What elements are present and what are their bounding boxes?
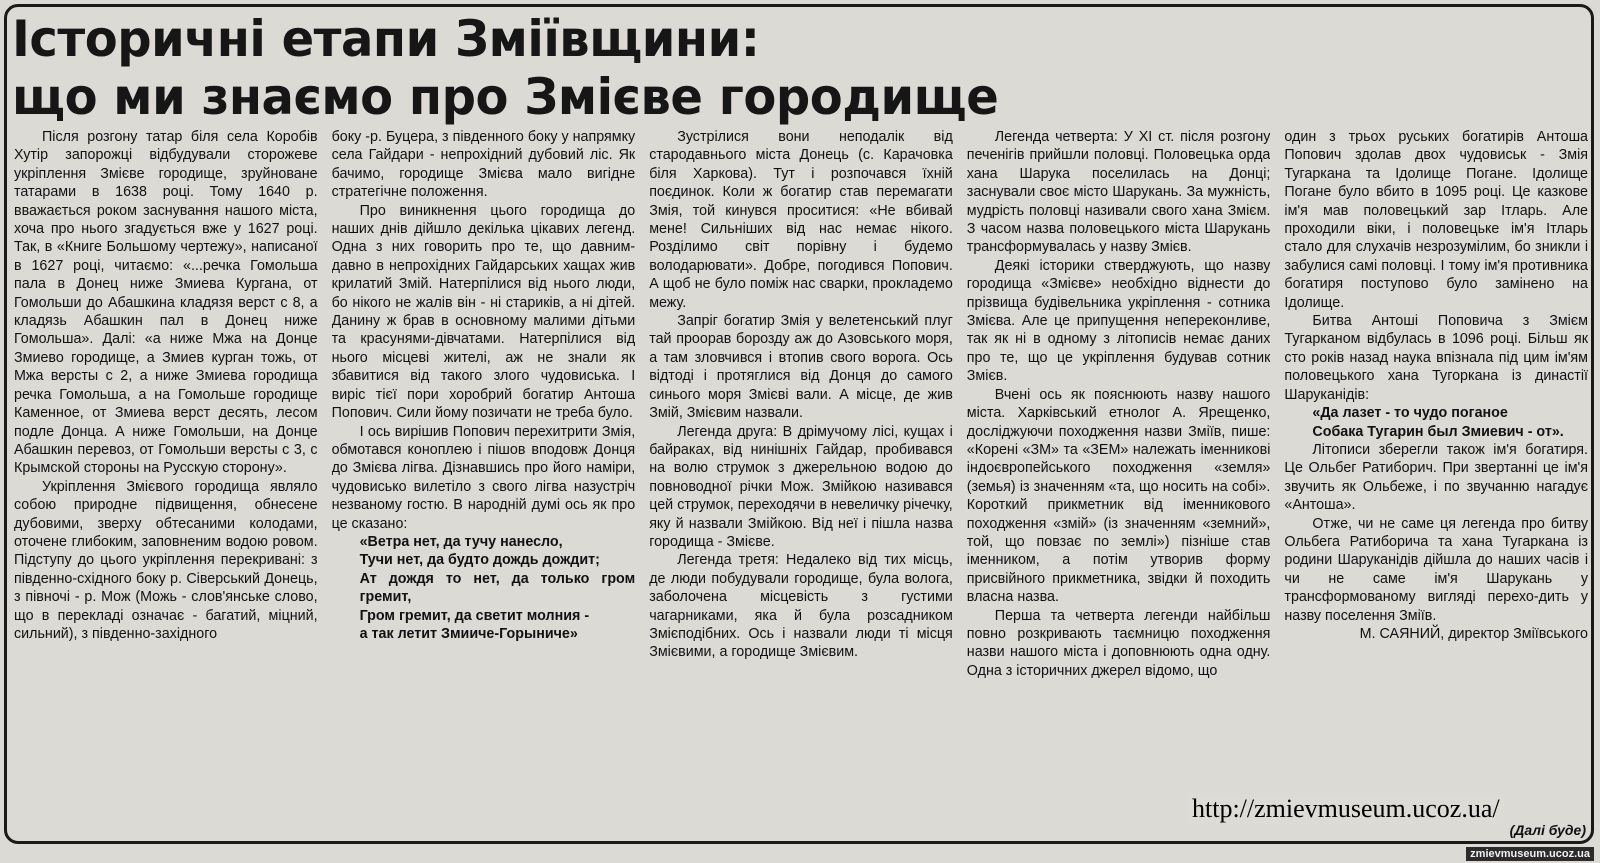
paragraph: І ось вирішив Попович перехитрити Змія, обмотався коноплею і пішов вподовж Донця до Змієва лігва. Дізнавшись про його наміри, чудовисько вилетіло з свого лігва назустріч незваному гостю. В народній думі ось як про це сказано:	[331, 423, 636, 532]
column-4	[967, 128, 1271, 840]
site-watermark: zmievmuseum.ucoz.ua	[1466, 847, 1594, 861]
paragraph: Перша та четверта легенди найбільш повно розкривають таємницю походження назви нашого міста і доповнюють одна одну. Одна з історичних джерел відомо, що	[966, 607, 1271, 679]
paragraph: Про виникнення цього городища до наших днів дійшло декілька цікавих легенд. Одна з них говорить про те, що давним-давно в непрохідних Гайдарських хащах жив крилатий Змій. Натерпілися від нього люди, бо нікого не жалів він - ні стариків, а ні дітей. Данину ж брав в основному малими дітьми та красунями-дівчатами. Натерпілися від нього місцеві жителі, аж не знали як збавитися від такого злого чудовиська. І виріс тієї пори хоробрий богатир Антоша Попович. Сили йому позичати не треба було.	[331, 202, 636, 422]
poem-line: «Да лазет - то чудо поганое	[1312, 405, 1508, 422]
author-signature: М. САЯНИЙ, директор Зміївського	[1359, 625, 1588, 642]
poem-line: Ат дождя то нет, да только гром гремит,	[359, 570, 636, 606]
paragraph: боку -р. Буцера, з південного боку у напрямку села Гайдари - непрохідний дубовий ліс. Як бачимо, городище Змієва мало вигідне стратегічне положення.	[331, 129, 636, 201]
paragraph: Легенда друга: В дрімучому лісі, кущах і байраках, від нинішніх Гайдар, пробивався на волю струмок з джерельною водою до повноводної річки Мож. Змійкою називався цей струмок, переходячи в невеличку річечку, яку й назвали Змійкою. Від неї і пішла назва городища - Змієве.	[649, 423, 953, 550]
paragraph: Вчені ось як пояснюють назву нашого міста. Харківський етнолог А. Ярещенко, досліджуючи походження назви Зміїв, пише: «Корені «ЗМ» та «ЗЕМ» належать іменникові індоєвропейського походження «земля» (земья) із значенням «та, що носить на собі». Короткий прикметник від іменникового походження «змій» (із значенням «земний», той, що повзає по землі») пізніше став іменником, а потім утворив форму присвійного прикметника, звідки й походить власна назва.	[966, 386, 1271, 606]
paragraph: Запріг богатир Змія у велетенський плуг тай проорав борозду аж до Азовського моря, а там зловчився і втопив свого ворога. Ось відтоді і протяглися від Донця до самого синього моря Змієві вали. А місце, де жив Змій, Змієвим назвали.	[649, 313, 953, 422]
poem-line: Собака Тугарин был Змиевич - от».	[1312, 423, 1564, 440]
column-5	[1284, 128, 1588, 840]
continued-note: (Далі буде)	[1509, 822, 1586, 838]
paragraph: Після розгону татар біля села Коробів Хутір запорожці відбудували сторожеве укріплення Змієве городище, зруйноване татарами в 1638 році. Тому 1640 р. вважається роком заснування нашого міста, хоча про нього згадується вже у 1627 році. Так, в «Книге Большому чертежу», написаної в 1627 році, читаємо: «...речка Гомольша пала в Донец ниже Змиева Кургана, от Гомольши до Абашкина кладязя верст с 8, а кладязь Абашкин пал в Донец ниже Гомольша». Далі: «а ниже Мжа на Донце Змиево городище, а Змиев курган тожь, от Мжа версты с 2, а ниже Змиева городища речка Гомольша, а на Гомольше городище Каменное, от Змиева верст десять, лесом подле Донца. А ниже Гомольши, на Донце Абашкин перевоз, от Гомольши версты с 3, с Крымской стороны на Русскую сторону».	[14, 129, 318, 477]
column-1	[14, 128, 318, 840]
paragraph: Битва Антоші Поповича з Змієм Тугарканом відбулась в 1096 році. Більш як сто років назад наука впізнала під цим ім'ям половецького хана Тугоркана із династії Шаруканідів:	[1284, 313, 1588, 403]
paragraph: один з трьох руських богатирів Антоша Попович здолав двох чудовиськ - Змія Тугаркана та Ідолище Погане. Ідолище Погане було вбито в 1095 році. Це казкове ім'я мав половецький зар Ітларь. Але проходили віки, і половецьке ім'я Ітларь стало для слухачів незрозумілим, бо зникли і забулися самі половці. І тому ім'я противника богатиря поступово було замінено на Ідолище.	[1284, 129, 1588, 311]
source-url-link[interactable]: http://zmievmuseum.ucoz.ua/	[1188, 794, 1504, 824]
column-2	[332, 128, 636, 840]
paragraph: Укріплення Змієвого городища являло собою природне підвищення, обнесене дубовими, зверху обтесаними колодами, оточене глибоким, заповненим водою ровом. Підступу до цього укріплення перекривані: з південно-східного боку р. Сіверський Донець, з півночі - р. Мож (Можь - слов'янське слово, що в перекладі означає - багатий, міцний, сильний), з південно-західного	[14, 478, 318, 642]
paragraph: Отже, чи не саме ця легенда про битву Ольбега Ратиборича та хана Тугаркана із родини Шаруканідів дійшла до наших часів і чи не саме ім'я Шарукань у трансформованому вигляді перехо-дить у назву поселення Зміїв.	[1284, 515, 1588, 624]
poem-line: а так летит Змииче-Горыниче»	[359, 625, 578, 642]
paragraph: Зустрілися вони неподалік від стародавнього міста Донець (с. Карачовка біля Харкова). Тут і розпочався їхній поєдинок. Коли ж богатир став перемагати Змія, той кинувся проситися: «Не вбивай мене! Сильніших від нас немає нікого. Розділимо світ порівну і будемо володарювати». Добре, погодився Попович. А щоб не було поміж нас сварки, прокладемо межу.	[649, 129, 953, 311]
article-columns	[14, 128, 1588, 840]
title-line-1: Історичні етапи Зміївщини:	[12, 10, 760, 68]
paragraph: Легенда третя: Недалеко від тих місць, де люди побудували городище, була волога, заболочена місцевість з густими чагарниками, яка й була розсадником Змієподібних. Ось і назвали люди ті місця Змієвими, а городище Змієвим.	[649, 552, 953, 661]
poem-line: Гром гремит, да светит молния -	[359, 607, 590, 624]
paragraph: Легенда четверта: У XI ст. після розгону печенігів прийшли половці. Половецька орда хана Шарука поселилась на Донці; заснували своє місто Шарукань. За мужність, мудрість половці називали свого хана Змієм. З часом назва половецького міста Шарукань трансформувалась у назву Змієв.	[966, 129, 1271, 256]
column-3	[649, 128, 953, 840]
paragraph: Літописи зберегли також ім'я богатиря. Це Ольбег Ратиборич. При звертанні це ім'я звучить як Ольбеже, і по звучанню нагадує «Антоша».	[1284, 441, 1588, 514]
poem-line: Тучи нет, да будто дождь дождит;	[359, 552, 600, 569]
paragraph: Деякі історики стверджують, що назву городища «Змієве» необхідно віднести до прізвища будівельника укріплення - сотника Змієва. Але це припущення непереконливе, так як ні в одному з літописів немає даних про те, що це укріплення будував сотник Змієв.	[966, 257, 1271, 385]
article-title	[12, 10, 998, 126]
poem-line: «Ветра нет, да тучу нанесло,	[359, 533, 563, 550]
title-line-2: що ми знаємо про Змієве городище	[12, 68, 999, 126]
